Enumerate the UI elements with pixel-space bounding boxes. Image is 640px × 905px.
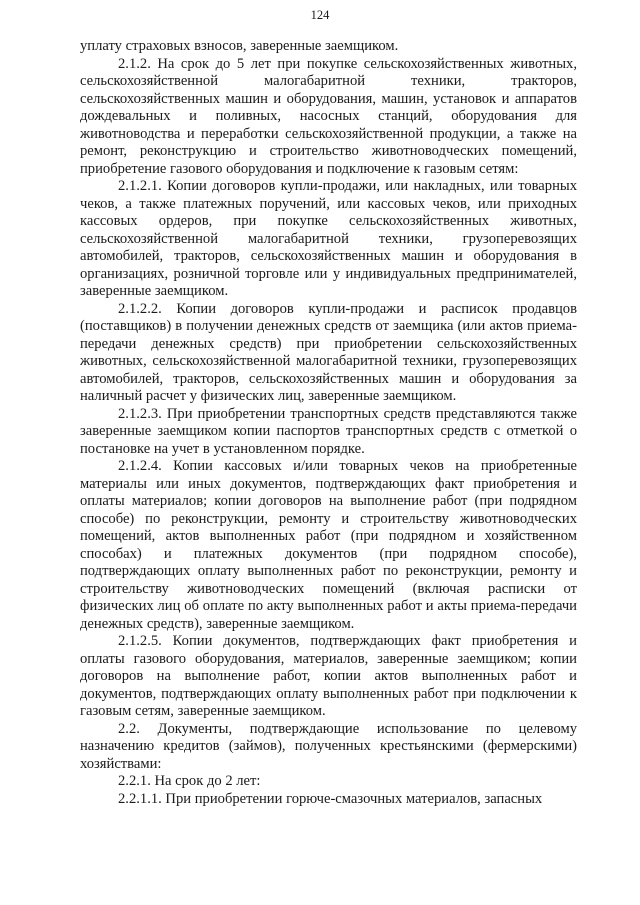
paragraph-2-1-2-1: 2.1.2.1. Копии договоров купли-продажи, или накладных, или товарных чеков, а также платежных поручений, или кассовых чеков, или приходных кассовых ордеров, при покупке сельскохозяйственных животных, сельскохозяйственной малогабаритной техники, грузоперевозящих автомобилей, тракторов, сельскохозяйственных машин и оборудования в организациях, розничной торговле или у индивидуальных предпринимателей, заверенные заемщиком.	[80, 178, 577, 299]
paragraph-2-2-1: 2.2.1. На срок до 2 лет:	[118, 773, 261, 789]
paragraph-2-1-2-3: 2.1.2.3. При приобретении транспортных средств представляются также заверенные заемщиком копии паспортов транспортных средств с отметкой о постановке на учет в установленном порядке.	[80, 405, 577, 457]
paragraph-continuation: уплату страховых взносов, заверенные заемщиком.	[80, 38, 399, 54]
document-body	[80, 38, 577, 808]
paragraph-2-1-2-4: 2.1.2.4. Копии кассовых и/или товарных чеков на приобретенные материалы или иных документов, подтверждающих факт приобретения и оплаты материалов; копии договоров на выполнение работ (при подрядном способе) по реконструкции, ремонту и строительству животноводческих помещений, актов выполненных работ (при подрядном и хозяйственном способах) и платежных документов (при подрядном способе), подтверждающих оплату выполненных работ по реконструкции, ремонту и строительству животноводческих помещений (включая расписки от физических лиц об оплате по акту выполненных работ и акты приема-передачи денежных средств), заверенные заемщиком.	[80, 458, 577, 632]
paragraph-2-1-2: 2.1.2. На срок до 5 лет при покупке сельскохозяйственных животных, сельскохозяйственной малогабаритной техники, тракторов, сельскохозяйственных машин и оборудования, машин, установок и аппаратов дождевальных и поливных, насосных станций, оборудования для животноводства и переработки сельскохозяйственной продукции, а также на ремонт, реконструкцию и строительство животноводческих помещений, приобретение газового оборудования и подключение к газовым сетям:	[80, 55, 577, 177]
paragraph-2-1-2-2: 2.1.2.2. Копии договоров купли-продажи и расписок продавцов (поставщиков) в получении денежных средств от заемщика (или актов приема-передачи денежных средств) при приобретении сельскохозяйственных животных, сельскохозяйственной малогабаритной техники, грузоперевозящих автомобилей, тракторов, сельскохозяйственных машин и оборудования за наличный расчет у физических лиц, заверенные заемщиком.	[80, 300, 577, 404]
paragraph-2-2-1-1: 2.2.1.1. При приобретении горюче-смазочных материалов, запасных	[118, 790, 543, 807]
page-number: 124	[310, 8, 330, 22]
paragraph-2-2: 2.2. Документы, подтверждающие использование по целевому назначению кредитов (займов), полученных крестьянскими (фермерскими) хозяйствами:	[80, 720, 577, 772]
paragraph-2-1-2-5: 2.1.2.5. Копии документов, подтверждающих факт приобретения и оплаты газового оборудования, материалов, заверенные заемщиком; копии договоров на выполнение работ, копии актов выполненных работ и документов, подтверждающих оплату выполненных работ при подключении к газовым сетям, заверенные заемщиком.	[80, 633, 577, 719]
